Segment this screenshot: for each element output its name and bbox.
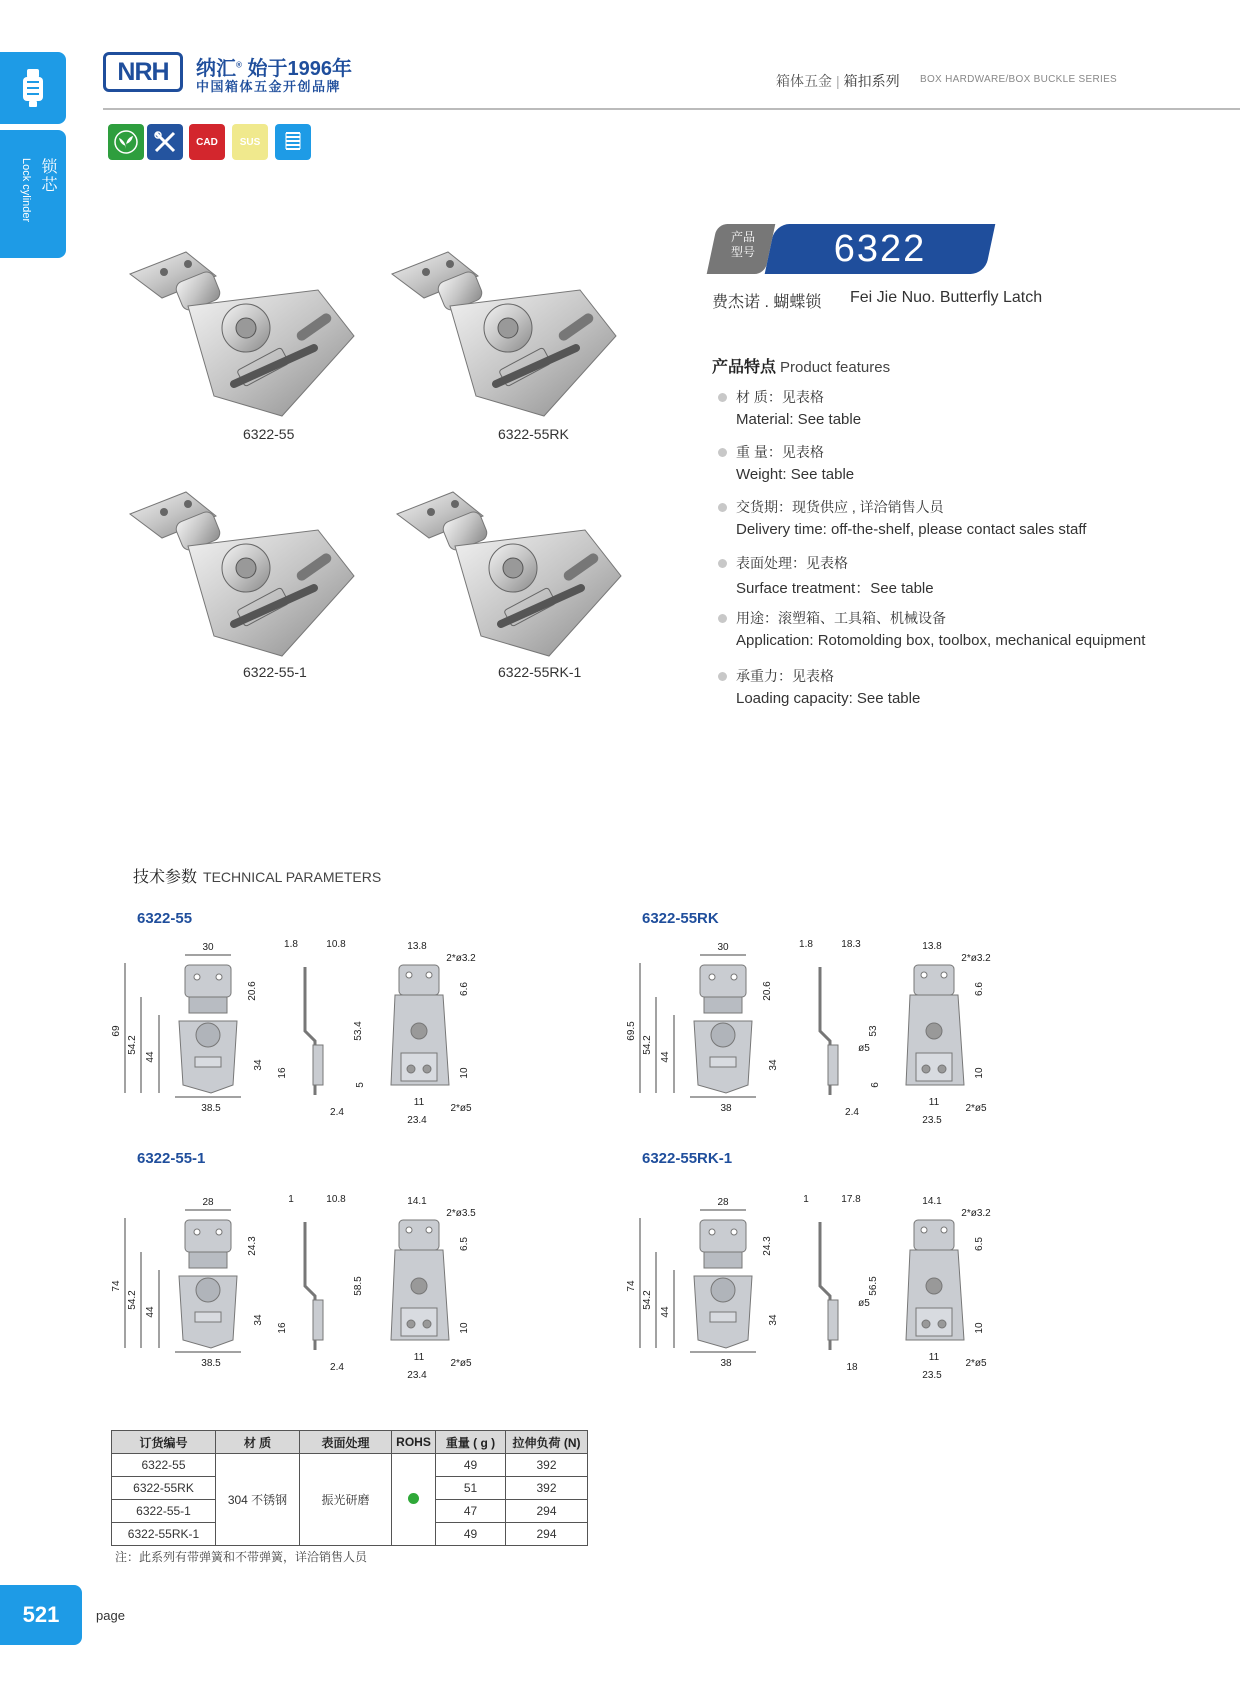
cell-weight: 47: [436, 1500, 506, 1523]
page-number: 521: [0, 1585, 82, 1645]
front-hole: [709, 974, 715, 980]
dimension-label: 6: [870, 1082, 881, 1088]
bullet-icon: [718, 503, 727, 512]
dimension-label: 38: [720, 1358, 732, 1369]
back-rivet: [926, 1278, 942, 1294]
product-photo-6322-55rk: [380, 246, 630, 411]
dimension-label: 30: [202, 942, 214, 953]
drawing-title: 6322-55: [137, 910, 193, 927]
dimension-label: 38: [720, 1103, 732, 1114]
drawing-title: 6322-55-1: [137, 1150, 206, 1167]
back-top-plate: [399, 1220, 439, 1250]
dimension-label: 10: [459, 1322, 470, 1334]
cell-load: 392: [506, 1477, 588, 1500]
dimension-label: 54.2: [642, 1290, 653, 1310]
back-rivet: [938, 1320, 946, 1328]
brand-slogan: 始于1996年: [247, 58, 352, 80]
cell-code: 6322-55RK-1: [112, 1523, 216, 1546]
side-body: [313, 1300, 323, 1340]
brand-logo: NRH: [103, 52, 183, 92]
front-knob: [711, 1278, 735, 1302]
front-hole: [216, 974, 222, 980]
model-tag-label: [726, 230, 760, 260]
front-hinge: [189, 997, 227, 1013]
front-logo: [195, 1312, 221, 1322]
page-label: page: [96, 1608, 125, 1623]
header-series-cn: 箱扣系列: [843, 73, 900, 89]
front-top-plate: [700, 1220, 746, 1252]
cell-code: 6322-55RK: [112, 1477, 216, 1500]
cell-code: 6322-55-1: [112, 1500, 216, 1523]
side-body: [828, 1300, 838, 1340]
brand-name-cn: 纳汇: [196, 58, 236, 80]
dimension-label: 23.4: [407, 1370, 427, 1381]
header-category: 箱体五金 | 箱扣系列: [776, 73, 900, 89]
spec-table: [111, 1430, 588, 1546]
cell-load: 392: [506, 1454, 588, 1477]
dimension-label: 24.3: [247, 1236, 258, 1256]
cell-code: 6322-55: [112, 1454, 216, 1477]
cell-weight: 49: [436, 1454, 506, 1477]
tech-heading-cn: 技术参数: [133, 869, 198, 886]
table-row: [112, 1454, 588, 1477]
back-hole: [426, 972, 432, 978]
col-header: 订货编号: [112, 1431, 216, 1454]
dimension-label: 2.4: [330, 1107, 344, 1118]
back-rivet: [407, 1320, 415, 1328]
dimension-label: 44: [145, 1051, 156, 1063]
dimension-label: 44: [660, 1051, 671, 1063]
dimension-label: 2*ø3.5: [446, 1208, 476, 1219]
front-top-plate: [185, 1220, 231, 1252]
dimension-label: 13.8: [922, 941, 942, 952]
front-hole: [731, 974, 737, 980]
model-tag-line1: 产品: [730, 230, 755, 244]
front-logo: [195, 1057, 221, 1067]
sus-icon: [232, 124, 268, 160]
dimension-label: 13.8: [407, 941, 427, 952]
spring-icon: [275, 124, 311, 160]
dimension-label: 34: [253, 1059, 264, 1071]
dimension-label: 38.5: [201, 1358, 221, 1369]
dimension-label: 56.5: [868, 1276, 879, 1296]
cell-finish: 振光研磨: [300, 1454, 392, 1546]
header-divider: [103, 108, 1240, 110]
sus-label: SUS: [239, 136, 261, 148]
feature-cn: 承重力：见表格: [736, 668, 834, 684]
drawing-title: 6322-55RK: [642, 910, 719, 927]
front-hinge: [189, 1252, 227, 1268]
product-photo-6322-55rk-1: [385, 486, 635, 651]
dimension-label: 69.5: [626, 1021, 637, 1041]
lock-cylinder-tab[interactable]: [0, 52, 66, 124]
side-body: [828, 1045, 838, 1085]
dimension-label: 38.5: [201, 1103, 221, 1114]
dimension-label: 2*ø5: [450, 1358, 472, 1369]
dimension-label: 16: [277, 1067, 288, 1079]
back-top-plate: [914, 1220, 954, 1250]
dimension-label: 23.5: [922, 1115, 942, 1126]
back-rivet: [411, 1278, 427, 1294]
dimension-label: 74: [111, 1280, 122, 1292]
dimension-label: 11: [928, 1097, 940, 1108]
col-header: 材 质: [216, 1431, 300, 1454]
product-label: 6322-55RK-1: [498, 664, 582, 680]
front-hole: [709, 1229, 715, 1235]
dimension-label: 34: [768, 1314, 779, 1326]
dimension-label: 2*ø3.2: [446, 953, 476, 964]
dimension-label: 18: [846, 1362, 858, 1373]
features-heading: [712, 354, 890, 377]
dimension-label: 2*ø3.2: [961, 953, 991, 964]
dimension-label: 2.4: [330, 1362, 344, 1373]
dimension-label: ø5: [858, 1298, 870, 1309]
dimension-label: 18.3: [841, 939, 861, 950]
dimension-label: 10.8: [326, 1194, 346, 1205]
feature-cn: 交货期：现货供应 , 详洽销售人员: [736, 499, 944, 515]
dimension-label: 34: [253, 1314, 264, 1326]
front-hinge: [704, 997, 742, 1013]
cell-load: 294: [506, 1500, 588, 1523]
table-note: 注：此系列有带弹簧和不带弹簧，详洽销售人员: [115, 1550, 368, 1564]
features-heading-en: Product features: [780, 359, 891, 376]
back-hole: [406, 972, 412, 978]
back-rivet: [411, 1023, 427, 1039]
back-top-plate: [914, 965, 954, 995]
dimension-label: 20.6: [247, 981, 258, 1001]
feature-en: Surface treatment：See table: [736, 580, 934, 597]
front-hole: [216, 1229, 222, 1235]
dimension-label: 16: [277, 1322, 288, 1334]
dimension-label: 10: [459, 1067, 470, 1079]
product-photo-6322-55-1: [118, 486, 368, 651]
drawing-title: 6322-55RK-1: [642, 1150, 733, 1167]
dimension-label: ø5: [858, 1043, 870, 1054]
tech-heading: [133, 864, 381, 887]
back-hole: [941, 972, 947, 978]
rohs-compliant-icon: [408, 1493, 419, 1504]
model-tag-line2: 型号: [730, 245, 755, 259]
col-header: 拉伸负荷 (N): [506, 1431, 588, 1454]
header-category-en: BOX HARDWARE/BOX BUCKLE SERIES: [920, 74, 1118, 85]
dimension-label: 1: [803, 1194, 809, 1205]
cell-rohs: [392, 1454, 436, 1546]
dimension-label: 11: [413, 1352, 425, 1363]
dimension-label: 30: [717, 942, 729, 953]
back-plate: [401, 1053, 437, 1081]
cell-weight: 51: [436, 1477, 506, 1500]
front-hole: [731, 1229, 737, 1235]
cell-material: 304 不锈钢: [216, 1454, 300, 1546]
back-plate: [916, 1308, 952, 1336]
back-rivet: [938, 1065, 946, 1073]
side-tab-label-cn: 锁芯: [39, 158, 56, 194]
bullet-icon: [718, 614, 727, 623]
back-plate: [916, 1053, 952, 1081]
product-label: 6322-55RK: [498, 426, 569, 442]
feature-cn: 材 质：见表格: [736, 389, 824, 405]
dimension-label: 1.8: [799, 939, 813, 950]
brand-name: 纳汇® 始于1996年: [196, 58, 352, 80]
dimension-label: 11: [413, 1097, 425, 1108]
back-hole: [426, 1227, 432, 1233]
dimension-label: 17.8: [841, 1194, 861, 1205]
back-rivet: [922, 1065, 930, 1073]
back-rivet: [423, 1320, 431, 1328]
bullet-icon: [718, 448, 727, 457]
dimension-label: 28: [717, 1197, 729, 1208]
dimension-label: 34: [768, 1059, 779, 1071]
feature-cn: 重 量：见表格: [736, 444, 824, 460]
dimension-label: 23.4: [407, 1115, 427, 1126]
drawing-6322-55-1: [111, 1180, 545, 1410]
col-header: ROHS: [392, 1431, 436, 1454]
dimension-label: 2*ø5: [965, 1358, 987, 1369]
front-top-plate: [185, 965, 231, 997]
dimension-label: 1.8: [284, 939, 298, 950]
dimension-label: 14.1: [407, 1196, 427, 1207]
dimension-label: 54.2: [127, 1290, 138, 1310]
back-hole: [406, 1227, 412, 1233]
back-hole: [921, 1227, 927, 1233]
front-hole: [194, 974, 200, 980]
model-number: 6322: [833, 228, 927, 270]
cell-weight: 49: [436, 1523, 506, 1546]
dimension-label: 1: [288, 1194, 294, 1205]
feature-en: Material: See table: [736, 411, 862, 428]
dimension-label: 2*ø3.2: [961, 1208, 991, 1219]
front-top-plate: [700, 965, 746, 997]
dimension-label: 10: [974, 1322, 985, 1334]
back-top-plate: [399, 965, 439, 995]
feature-en: Weight: See table: [736, 466, 855, 483]
feature-en: Delivery time: off-the-shelf, please contact sales staff: [736, 521, 1087, 538]
eco-icon: [108, 124, 144, 160]
dimension-label: 53: [868, 1025, 879, 1037]
dimension-label: 44: [145, 1306, 156, 1318]
front-knob: [196, 1278, 220, 1302]
dimension-label: 5: [355, 1082, 366, 1088]
product-name-en: Fei Jie Nuo. Butterfly Latch: [850, 289, 1043, 306]
back-rivet: [922, 1320, 930, 1328]
col-header: 重量 ( g ): [436, 1431, 506, 1454]
features-heading-cn: 产品特点: [712, 359, 777, 376]
product-name-cn: 费杰诺 . 蝴蝶锁: [712, 294, 822, 311]
front-knob: [196, 1023, 220, 1047]
dimension-label: 54.2: [642, 1035, 653, 1055]
col-header: 表面处理: [300, 1431, 392, 1454]
feature-en: Loading capacity: See table: [736, 690, 921, 707]
drawing-6322-55rk: [626, 935, 1060, 1145]
tools-icon: [147, 124, 183, 160]
drawing-6322-55: [111, 935, 545, 1145]
dimension-label: 2.4: [845, 1107, 859, 1118]
side-tab-label-en: Lock cylinder: [20, 158, 32, 223]
dimension-label: 6.6: [974, 982, 985, 996]
feature-cn: 表面处理：见表格: [736, 555, 848, 571]
front-hole: [194, 1229, 200, 1235]
dimension-label: 2*ø5: [965, 1103, 987, 1114]
front-logo: [710, 1057, 736, 1067]
tech-heading-en: TECHNICAL PARAMETERS: [203, 869, 382, 885]
back-rivet: [423, 1065, 431, 1073]
product-label: 6322-55: [243, 426, 295, 442]
cad-icon: [189, 124, 225, 160]
dimension-label: 20.6: [762, 981, 773, 1001]
dimension-label: 54.2: [127, 1035, 138, 1055]
front-knob: [711, 1023, 735, 1047]
brand-tagline: 中国箱体五金开创品牌: [196, 79, 342, 94]
drawing-6322-55rk-1: [626, 1180, 1060, 1410]
table-header-row: [112, 1431, 588, 1454]
dimension-label: 69: [111, 1025, 122, 1037]
back-hole: [921, 972, 927, 978]
dimension-label: 14.1: [922, 1196, 942, 1207]
lock-cylinder-icon: [18, 68, 48, 108]
product-photo-6322-55: [118, 246, 368, 411]
front-hinge: [704, 1252, 742, 1268]
dimension-label: 74: [626, 1280, 637, 1292]
bullet-icon: [718, 672, 727, 681]
back-rivet: [407, 1065, 415, 1073]
feature-cn: 用途：滚塑箱、工具箱、机械设备: [736, 610, 946, 626]
header-category-cn: 箱体五金: [776, 73, 832, 89]
bullet-icon: [718, 559, 727, 568]
dimension-label: 6.5: [974, 1237, 985, 1251]
side-body: [313, 1045, 323, 1085]
dimension-label: 24.3: [762, 1236, 773, 1256]
cad-label: CAD: [196, 136, 218, 148]
dimension-label: 11: [928, 1352, 940, 1363]
back-hole: [941, 1227, 947, 1233]
dimension-label: 10: [974, 1067, 985, 1079]
front-logo: [710, 1312, 736, 1322]
bullet-icon: [718, 393, 727, 402]
product-label: 6322-55-1: [243, 664, 307, 680]
cell-load: 294: [506, 1523, 588, 1546]
back-rivet: [926, 1023, 942, 1039]
dimension-label: 2*ø5: [450, 1103, 472, 1114]
dimension-label: 44: [660, 1306, 671, 1318]
dimension-label: 28: [202, 1197, 214, 1208]
dimension-label: 53.4: [353, 1021, 364, 1041]
dimension-label: 58.5: [353, 1276, 364, 1296]
feature-en: Application: Rotomolding box, toolbox, mechanical equipment: [736, 632, 1146, 649]
dimension-label: 10.8: [326, 939, 346, 950]
back-plate: [401, 1308, 437, 1336]
dimension-label: 6.5: [459, 1237, 470, 1251]
side-category-tab[interactable]: [0, 130, 66, 258]
dimension-label: 6.6: [459, 982, 470, 996]
dimension-label: 23.5: [922, 1370, 942, 1381]
